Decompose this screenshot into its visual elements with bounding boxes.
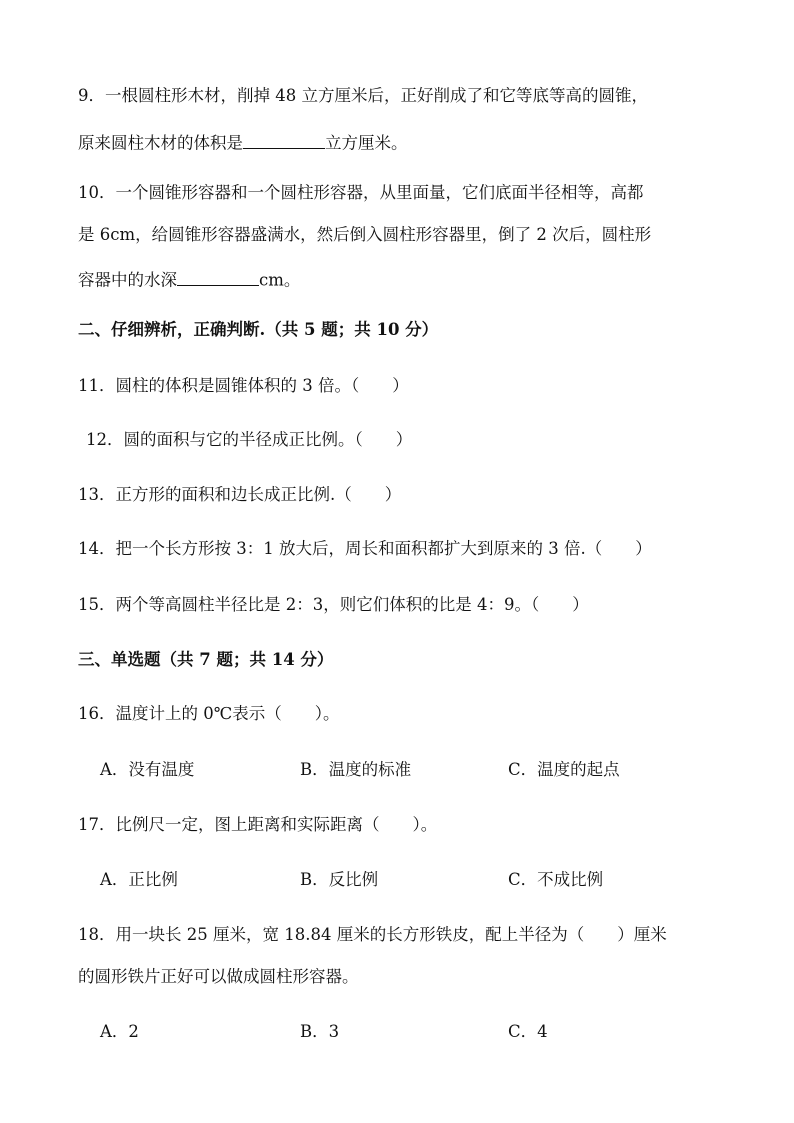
question-17-stem: 17．比例尺一定，图上距离和实际距离（ ）。	[78, 815, 438, 834]
section-3-heading: 三、单选题（共 7 题；共 14 分）	[78, 650, 334, 669]
question-16-option-b[interactable]: B．温度的标准	[300, 760, 412, 779]
section-2-heading: 二、仔细辨析，正确判断.（共 5 题；共 10 分）	[78, 320, 439, 339]
question-18-line-2: 的圆形铁片正好可以做成圆柱形容器。	[78, 967, 359, 986]
question-18-option-a[interactable]: A．2	[100, 1022, 139, 1041]
question-15: 15．两个等高圆柱半径比是 2：3，则它们体积的比是 4：9。（ ）	[78, 595, 589, 614]
question-16-stem: 16．温度计上的 0℃表示（ ）。	[78, 704, 340, 723]
question-10-answer-blank[interactable]	[177, 268, 259, 286]
question-9-text-after-blank: 立方厘米。	[325, 133, 408, 153]
question-13: 13．正方形的面积和边长成正比例.（ ）	[78, 485, 402, 504]
question-17-option-a[interactable]: A．正比例	[100, 870, 178, 889]
question-10-line-3	[78, 268, 300, 289]
question-18-option-c[interactable]: C．4	[508, 1022, 548, 1041]
question-10-text-after-blank: cm。	[259, 270, 301, 290]
question-18-line-1: 18．用一块长 25 厘米，宽 18.84 厘米的长方形铁皮，配上半径为（ ）厘米	[78, 925, 667, 944]
question-9-line-2	[78, 131, 408, 152]
question-10-line-2: 是 6cm，给圆锥形容器盛满水，然后倒入圆柱形容器里，倒了 2 次后，圆柱形	[78, 225, 652, 244]
question-12: 12．圆的面积与它的半径成正比例。（ ）	[86, 430, 413, 449]
question-16-option-a[interactable]: A．没有温度	[100, 760, 195, 779]
question-16-option-c[interactable]: C．温度的起点	[508, 760, 620, 779]
question-18-option-b[interactable]: B．3	[300, 1022, 340, 1041]
question-17-option-b[interactable]: B．反比例	[300, 870, 379, 889]
question-11: 11．圆柱的体积是圆锥体积的 3 倍。（ ）	[78, 376, 409, 395]
question-14: 14．把一个长方形按 3：1 放大后，周长和面积都扩大到原来的 3 倍.（ ）	[78, 539, 652, 558]
question-17-option-c[interactable]: C．不成比例	[508, 870, 604, 889]
question-10-text-before-blank: 容器中的水深	[78, 270, 177, 290]
question-9-answer-blank[interactable]	[243, 131, 325, 149]
question-10-line-1: 10．一个圆锥形容器和一个圆柱形容器，从里面量，它们底面半径相等，高都	[78, 183, 644, 202]
question-9-text-before-blank: 原来圆柱木材的体积是	[78, 133, 243, 153]
question-9-line-1: 9．一根圆柱形木材，削掉 48 立方厘米后，正好削成了和它等底等高的圆锥，	[78, 86, 648, 105]
